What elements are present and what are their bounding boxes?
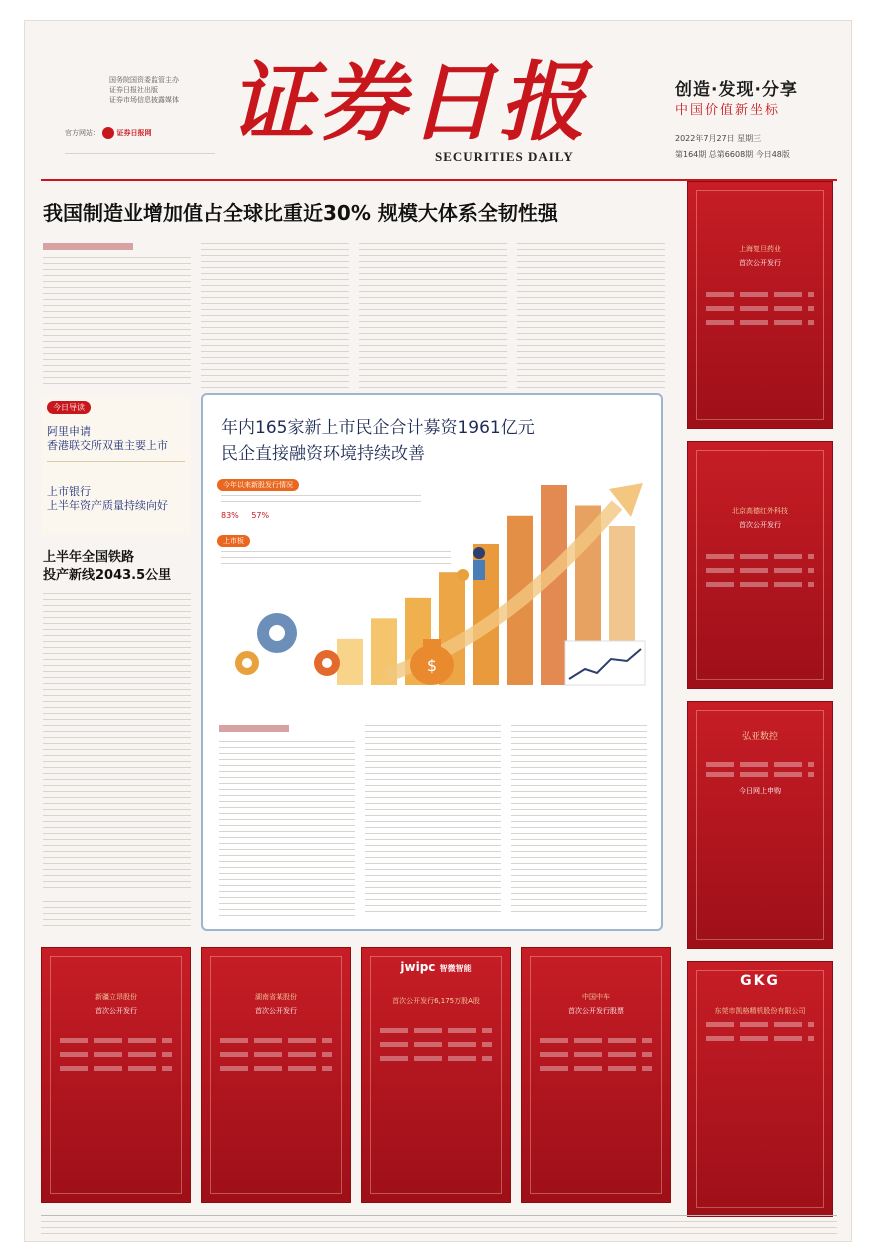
digest-item[interactable] (47, 425, 187, 453)
digest-item-line2: 香港联交所双重主要上市 (47, 439, 168, 452)
ad-bottom-4[interactable] (521, 947, 671, 1203)
gear-icon (235, 613, 340, 676)
feature-body-col1 (219, 741, 355, 917)
jwipc-logo (374, 962, 498, 974)
ad-right-1[interactable] (687, 181, 833, 429)
ad-code: 首次公开发行 (739, 259, 781, 267)
masthead-line: 证券市场信息披露媒体 (109, 96, 179, 104)
ad-right-4[interactable] (687, 961, 833, 1217)
ad-code: 首次公开发行股票 (568, 1007, 624, 1015)
headline-body-col1 (43, 257, 191, 389)
logo-en: SECURITIES DAILY (435, 149, 574, 164)
site-logo-icon (102, 127, 114, 139)
feature-body-col2 (365, 725, 501, 917)
person-icon (457, 547, 485, 581)
gkg-logo: GKG (740, 973, 780, 989)
credits-block (43, 901, 191, 927)
headline-body-col3 (359, 243, 507, 389)
rail-article-body (43, 593, 191, 893)
ad-right-3[interactable] (687, 701, 833, 949)
digest-tag: 今日导读 (47, 401, 91, 414)
digest-divider (47, 461, 185, 462)
feature-title-line1: 年内165家新上市民企合计募资1961亿元 (221, 418, 535, 438)
stat-pct1: 83% (221, 511, 239, 520)
issue-line: 第164期 总第6608期 今日48版 (675, 150, 790, 159)
slogan-bottom: 中国价值新坐标 (675, 103, 781, 118)
digest-item[interactable] (47, 485, 187, 513)
ad-bottom-1[interactable] (41, 947, 191, 1203)
svg-text:$: $ (426, 656, 438, 675)
digest-item-line1: 上市银行 (47, 485, 91, 498)
feature-tag2: 上市板 (217, 535, 250, 547)
jwipc-brand: jwipc (400, 960, 436, 974)
feature-box (201, 393, 663, 931)
ad-bottom-2[interactable] (201, 947, 351, 1203)
logo-cn: 证券日报 (229, 52, 589, 153)
ad-code: 首次公开发行 (739, 521, 781, 529)
ad-name: 弘亚数控 (741, 732, 778, 742)
ad-code: 东莞市凯格精机股份有限公司 (714, 1007, 806, 1015)
ad-code: 首次公开发行 (255, 1007, 297, 1015)
feature-body-col3 (511, 725, 647, 917)
stat-pct2: 57% (251, 511, 270, 520)
feature-tag1: 今年以来新股发行情况 (217, 479, 299, 491)
site-logo-text: 证券日报网 (116, 129, 152, 137)
footer-text (41, 1221, 837, 1235)
digest-item-line2: 上半年资产质量持续向好 (47, 499, 168, 512)
infographic-bar (337, 639, 363, 685)
digest-item-line1: 阿里申请 (47, 425, 91, 438)
rail-article-title (43, 549, 193, 585)
ad-name: 新疆立昂股份 (95, 993, 137, 1001)
ad-code: 首次公开发行 (95, 1007, 137, 1015)
newspaper-page (24, 20, 852, 1242)
ad-code: 今日网上申购 (739, 787, 781, 795)
date-line: 2022年7月27日 星期三 (675, 134, 762, 143)
ad-code: 首次公开发行6,175万股A股 (392, 997, 480, 1005)
ad-name: 上海复旦药业 (739, 245, 781, 253)
footer-rule (41, 1215, 837, 1216)
byline (43, 243, 133, 250)
slogan-top: 创造·发现·分享 (675, 80, 798, 100)
rail-title-line2: 投产新线2043.5公里 (43, 568, 172, 583)
masthead-line: 证券日报社出版 (109, 86, 158, 94)
feature-title-line2: 民企直接融资环境持续改善 (221, 444, 425, 464)
jwipc-name: 智微智能 (439, 964, 472, 973)
ad-right-2[interactable] (687, 441, 833, 689)
line-chart-icon (565, 641, 645, 685)
ad-name: 湖南省某股份 (255, 993, 297, 1001)
headline-body-col4 (517, 243, 665, 389)
official-site (65, 127, 151, 139)
headline-body-col2 (201, 243, 349, 389)
official-site-label: 官方网站： (65, 129, 100, 137)
ad-name: 中国中车 (582, 993, 610, 1001)
ad-name: 北京高德红外科技 (732, 507, 788, 515)
masthead-info-left (109, 75, 209, 105)
masthead-line: 国务院国资委监管主办 (109, 76, 179, 84)
masthead-contact-lines (65, 153, 215, 159)
feature-byline (219, 725, 289, 732)
feature-infographic (217, 465, 651, 705)
ad-bottom-3[interactable] (361, 947, 511, 1203)
masthead (25, 21, 853, 179)
headline: 我国制造业增加值占全球比重近30% 规模大体系全韧性强 (43, 201, 558, 225)
rail-title-line1: 上半年全国铁路 (43, 550, 135, 565)
digest-box (41, 397, 191, 535)
